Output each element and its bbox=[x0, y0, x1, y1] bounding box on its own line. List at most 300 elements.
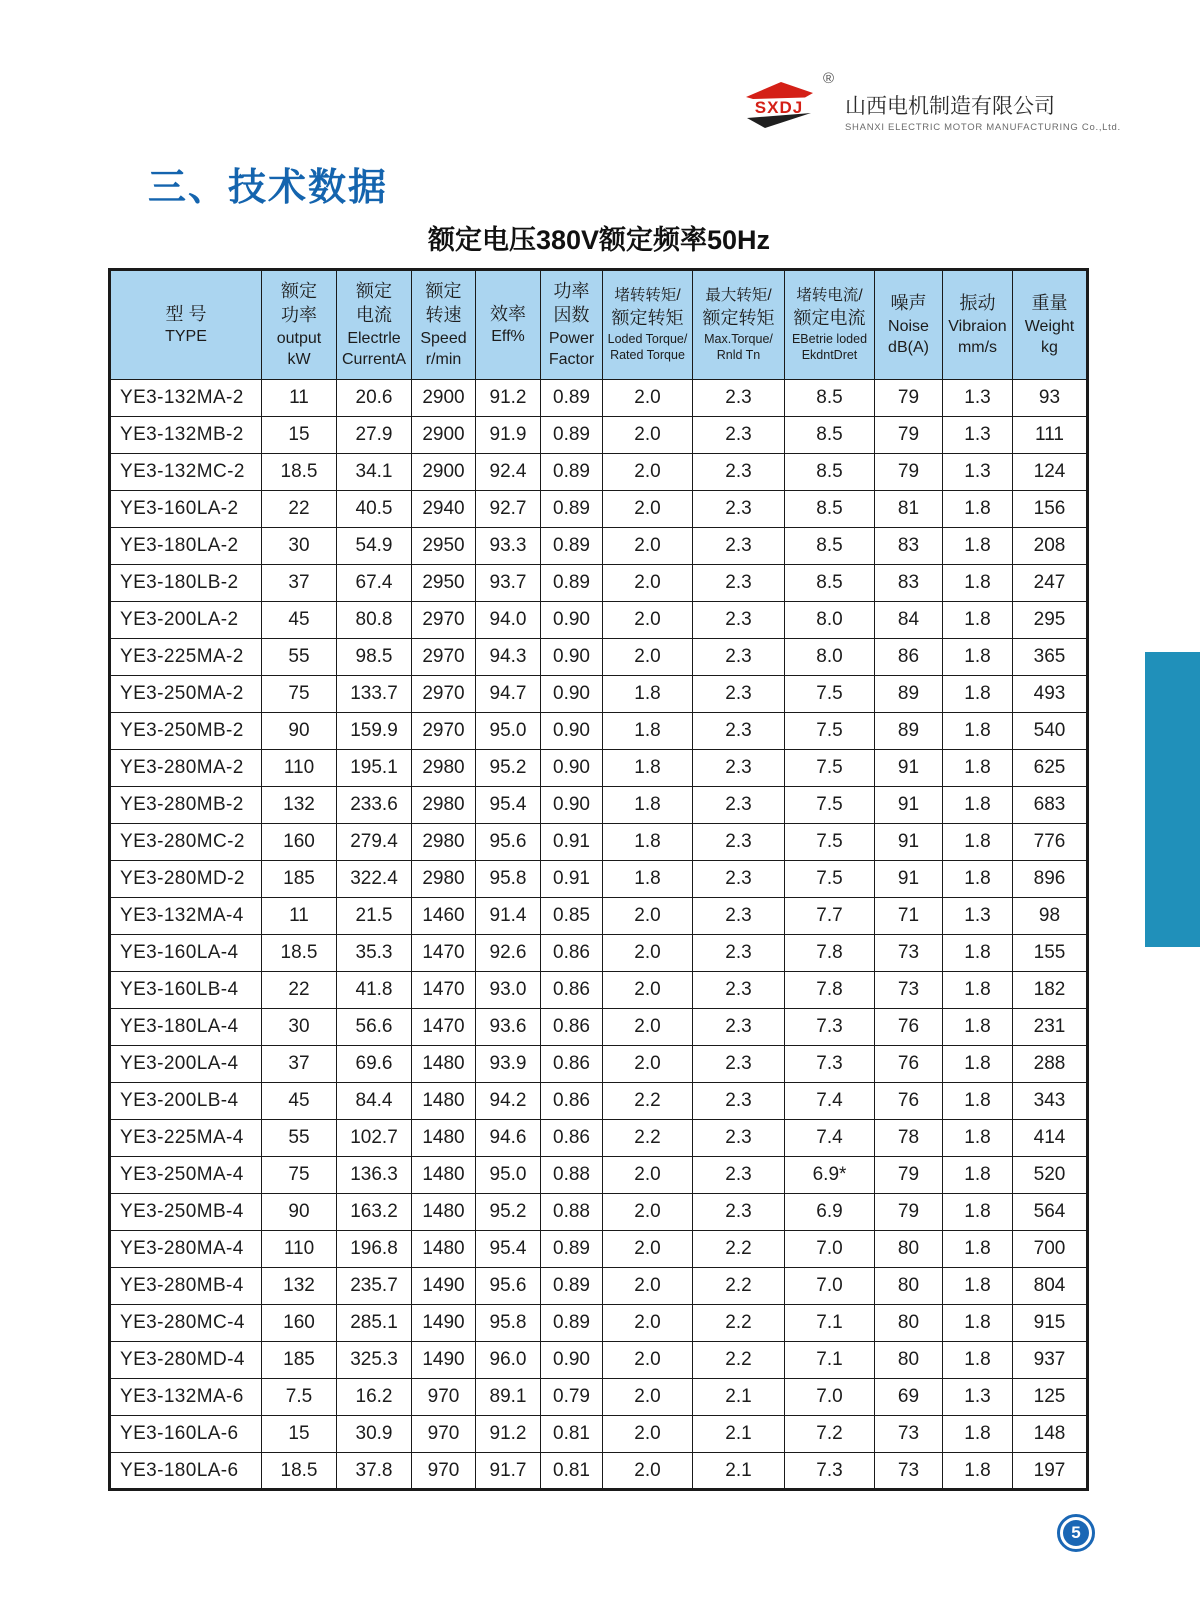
cell-rated-current: 41.8 bbox=[337, 972, 412, 1009]
section-title: 三、技术数据 bbox=[148, 167, 389, 209]
cell-locked-current: 8.5 bbox=[785, 380, 875, 417]
cell-power-factor: 0.85 bbox=[541, 898, 603, 935]
cell-rated-power: 18.5 bbox=[262, 935, 337, 972]
cell-efficiency: 94.3 bbox=[476, 639, 541, 676]
column-header-locked-current bbox=[785, 270, 875, 380]
cell-power-factor: 0.90 bbox=[541, 639, 603, 676]
cell-rated-power: 7.5 bbox=[262, 1379, 337, 1416]
cell-noise: 79 bbox=[875, 454, 943, 491]
cell-efficiency: 95.6 bbox=[476, 824, 541, 861]
cell-rated-speed: 1460 bbox=[412, 898, 476, 935]
cell-max-torque: 2.3 bbox=[693, 565, 785, 602]
cell-type: YE3-180LA-2 bbox=[110, 528, 262, 565]
cell-locked-torque: 2.0 bbox=[603, 898, 693, 935]
cell-power-factor: 0.89 bbox=[541, 528, 603, 565]
cell-noise: 73 bbox=[875, 1416, 943, 1453]
cell-max-torque: 2.3 bbox=[693, 528, 785, 565]
cell-efficiency: 94.7 bbox=[476, 676, 541, 713]
cell-rated-speed: 1480 bbox=[412, 1083, 476, 1120]
column-header-line: 重量 bbox=[1031, 293, 1068, 314]
cell-max-torque: 2.3 bbox=[693, 380, 785, 417]
cell-locked-torque: 2.0 bbox=[603, 602, 693, 639]
cell-vibration: 1.8 bbox=[943, 1342, 1013, 1379]
cell-rated-current: 84.4 bbox=[337, 1083, 412, 1120]
cell-locked-torque: 1.8 bbox=[603, 713, 693, 750]
cell-weight: 520 bbox=[1013, 1157, 1088, 1194]
cell-rated-current: 196.8 bbox=[337, 1231, 412, 1268]
column-header-line: r/min bbox=[425, 350, 462, 368]
cell-max-torque: 2.3 bbox=[693, 454, 785, 491]
cell-rated-power: 30 bbox=[262, 528, 337, 565]
column-header-line: 堵转电流/ bbox=[796, 287, 863, 305]
cell-efficiency: 93.7 bbox=[476, 565, 541, 602]
cell-locked-torque: 2.0 bbox=[603, 528, 693, 565]
cell-rated-current: 56.6 bbox=[337, 1009, 412, 1046]
column-header-line: 额定转矩 bbox=[702, 307, 775, 328]
cell-locked-torque: 2.0 bbox=[603, 380, 693, 417]
cell-locked-current: 8.5 bbox=[785, 565, 875, 602]
cell-noise: 81 bbox=[875, 491, 943, 528]
cell-max-torque: 2.2 bbox=[693, 1268, 785, 1305]
cell-rated-speed: 1490 bbox=[412, 1342, 476, 1379]
cell-rated-current: 159.9 bbox=[337, 713, 412, 750]
cell-rated-current: 136.3 bbox=[337, 1157, 412, 1194]
cell-rated-current: 133.7 bbox=[337, 676, 412, 713]
cell-rated-current: 40.5 bbox=[337, 491, 412, 528]
cell-type: YE3-132MA-6 bbox=[110, 1379, 262, 1416]
cell-locked-current: 7.5 bbox=[785, 861, 875, 898]
cell-weight: 365 bbox=[1013, 639, 1088, 676]
cell-type: YE3-280MB-2 bbox=[110, 787, 262, 824]
cell-rated-power: 37 bbox=[262, 1046, 337, 1083]
cell-efficiency: 91.2 bbox=[476, 380, 541, 417]
cell-rated-current: 279.4 bbox=[337, 824, 412, 861]
column-header-line: output bbox=[276, 329, 322, 347]
cell-vibration: 1.8 bbox=[943, 861, 1013, 898]
table-row bbox=[110, 1009, 1088, 1046]
cell-noise: 80 bbox=[875, 1342, 943, 1379]
cell-type: YE3-132MA-4 bbox=[110, 898, 262, 935]
table-row bbox=[110, 1231, 1088, 1268]
column-header-line: Factor bbox=[548, 350, 595, 368]
cell-weight: 125 bbox=[1013, 1379, 1088, 1416]
cell-rated-speed: 2900 bbox=[412, 380, 476, 417]
cell-type: YE3-132MC-2 bbox=[110, 454, 262, 491]
cell-locked-current: 8.5 bbox=[785, 528, 875, 565]
cell-locked-torque: 1.8 bbox=[603, 750, 693, 787]
cell-vibration: 1.3 bbox=[943, 417, 1013, 454]
column-header-line: Eff% bbox=[491, 328, 525, 346]
column-header-line: 功率 bbox=[281, 304, 317, 325]
cell-locked-current: 7.4 bbox=[785, 1083, 875, 1120]
cell-efficiency: 95.4 bbox=[476, 1231, 541, 1268]
cell-type: YE3-280MA-4 bbox=[110, 1231, 262, 1268]
cell-efficiency: 95.8 bbox=[476, 1305, 541, 1342]
cell-rated-speed: 1480 bbox=[412, 1231, 476, 1268]
cell-rated-power: 55 bbox=[262, 1120, 337, 1157]
cell-locked-torque: 2.0 bbox=[603, 639, 693, 676]
cell-efficiency: 93.9 bbox=[476, 1046, 541, 1083]
cell-rated-current: 20.6 bbox=[337, 380, 412, 417]
cell-type: YE3-250MB-2 bbox=[110, 713, 262, 750]
table-row bbox=[110, 1157, 1088, 1194]
company-name-en: SHANXI ELECTRIC MOTOR MANUFACTURING Co.,Ltd. bbox=[845, 122, 1121, 133]
table-row bbox=[110, 676, 1088, 713]
cell-locked-torque: 2.0 bbox=[603, 454, 693, 491]
cell-noise: 79 bbox=[875, 1157, 943, 1194]
cell-noise: 76 bbox=[875, 1083, 943, 1120]
cell-rated-current: 102.7 bbox=[337, 1120, 412, 1157]
column-header-line: 最大转矩/ bbox=[705, 287, 772, 305]
cell-power-factor: 0.86 bbox=[541, 1083, 603, 1120]
cell-locked-current: 7.5 bbox=[785, 787, 875, 824]
cell-vibration: 1.8 bbox=[943, 1009, 1013, 1046]
cell-locked-torque: 2.0 bbox=[603, 1379, 693, 1416]
column-header-line: kg bbox=[1041, 338, 1058, 356]
cell-vibration: 1.3 bbox=[943, 380, 1013, 417]
cell-power-factor: 0.81 bbox=[541, 1453, 603, 1490]
column-header-line: TYPE bbox=[165, 328, 207, 346]
cell-max-torque: 2.3 bbox=[693, 491, 785, 528]
cell-rated-current: 163.2 bbox=[337, 1194, 412, 1231]
cell-vibration: 1.8 bbox=[943, 676, 1013, 713]
cell-rated-power: 15 bbox=[262, 1416, 337, 1453]
cell-efficiency: 96.0 bbox=[476, 1342, 541, 1379]
cell-rated-power: 110 bbox=[262, 750, 337, 787]
column-header-line: 功率 bbox=[553, 281, 590, 302]
sxdj-logo-icon bbox=[745, 80, 815, 130]
column-header-line: 电流 bbox=[356, 304, 392, 325]
cell-rated-power: 22 bbox=[262, 491, 337, 528]
cell-rated-power: 37 bbox=[262, 565, 337, 602]
cell-rated-speed: 1480 bbox=[412, 1157, 476, 1194]
cell-weight: 197 bbox=[1013, 1453, 1088, 1490]
cell-power-factor: 0.89 bbox=[541, 565, 603, 602]
cell-max-torque: 2.1 bbox=[693, 1379, 785, 1416]
cell-weight: 414 bbox=[1013, 1120, 1088, 1157]
table-row bbox=[110, 824, 1088, 861]
cell-efficiency: 95.4 bbox=[476, 787, 541, 824]
cell-power-factor: 0.86 bbox=[541, 1046, 603, 1083]
cell-weight: 896 bbox=[1013, 861, 1088, 898]
cell-power-factor: 0.89 bbox=[541, 1231, 603, 1268]
cell-max-torque: 2.2 bbox=[693, 1305, 785, 1342]
cell-rated-power: 45 bbox=[262, 602, 337, 639]
table-row bbox=[110, 1342, 1088, 1379]
column-header-line: 额定电流 bbox=[793, 307, 866, 328]
table-row bbox=[110, 935, 1088, 972]
cell-efficiency: 95.2 bbox=[476, 750, 541, 787]
cell-noise: 80 bbox=[875, 1231, 943, 1268]
cell-noise: 91 bbox=[875, 824, 943, 861]
cell-rated-power: 18.5 bbox=[262, 454, 337, 491]
cell-power-factor: 0.89 bbox=[541, 380, 603, 417]
cell-rated-power: 132 bbox=[262, 1268, 337, 1305]
column-header-line: CurrentA bbox=[341, 350, 407, 368]
cell-type: YE3-280MC-4 bbox=[110, 1305, 262, 1342]
cell-noise: 76 bbox=[875, 1009, 943, 1046]
cell-power-factor: 0.90 bbox=[541, 602, 603, 639]
cell-locked-torque: 2.0 bbox=[603, 1046, 693, 1083]
cell-power-factor: 0.90 bbox=[541, 750, 603, 787]
column-header-line: 振动 bbox=[959, 293, 996, 314]
cell-locked-current: 7.5 bbox=[785, 750, 875, 787]
cell-noise: 89 bbox=[875, 713, 943, 750]
cell-locked-current: 6.9 bbox=[785, 1194, 875, 1231]
technical-data-table bbox=[108, 268, 1089, 1491]
cell-vibration: 1.8 bbox=[943, 787, 1013, 824]
cell-locked-current: 8.5 bbox=[785, 491, 875, 528]
cell-locked-current: 7.1 bbox=[785, 1342, 875, 1379]
column-header-power-factor bbox=[541, 270, 603, 380]
cell-vibration: 1.8 bbox=[943, 1231, 1013, 1268]
cell-weight: 295 bbox=[1013, 602, 1088, 639]
cell-max-torque: 2.3 bbox=[693, 676, 785, 713]
cell-rated-current: 322.4 bbox=[337, 861, 412, 898]
cell-weight: 98 bbox=[1013, 898, 1088, 935]
column-header-line: Weight bbox=[1024, 317, 1075, 335]
cell-efficiency: 89.1 bbox=[476, 1379, 541, 1416]
column-header-rated-power bbox=[262, 270, 337, 380]
cell-type: YE3-180LA-6 bbox=[110, 1453, 262, 1490]
cell-vibration: 1.8 bbox=[943, 1157, 1013, 1194]
cell-type: YE3-200LA-2 bbox=[110, 602, 262, 639]
column-header-rated-speed bbox=[412, 270, 476, 380]
cell-locked-current: 7.3 bbox=[785, 1009, 875, 1046]
cell-type: YE3-132MA-2 bbox=[110, 380, 262, 417]
cell-locked-current: 7.1 bbox=[785, 1305, 875, 1342]
cell-vibration: 1.8 bbox=[943, 1453, 1013, 1490]
cell-efficiency: 91.9 bbox=[476, 417, 541, 454]
cell-max-torque: 2.3 bbox=[693, 824, 785, 861]
cell-power-factor: 0.89 bbox=[541, 454, 603, 491]
table-row bbox=[110, 1268, 1088, 1305]
cell-rated-speed: 2950 bbox=[412, 565, 476, 602]
cell-locked-torque: 2.0 bbox=[603, 491, 693, 528]
column-header-line: 噪声 bbox=[890, 293, 927, 314]
cell-rated-speed: 970 bbox=[412, 1379, 476, 1416]
cell-power-factor: 0.90 bbox=[541, 1342, 603, 1379]
cell-weight: 288 bbox=[1013, 1046, 1088, 1083]
cell-noise: 71 bbox=[875, 898, 943, 935]
cell-noise: 80 bbox=[875, 1305, 943, 1342]
cell-rated-current: 98.5 bbox=[337, 639, 412, 676]
cell-vibration: 1.8 bbox=[943, 602, 1013, 639]
cell-rated-power: 185 bbox=[262, 861, 337, 898]
cell-rated-current: 80.8 bbox=[337, 602, 412, 639]
cell-efficiency: 93.6 bbox=[476, 1009, 541, 1046]
cell-locked-current: 7.0 bbox=[785, 1268, 875, 1305]
column-header-line: Noise bbox=[888, 317, 929, 335]
cell-power-factor: 0.86 bbox=[541, 1120, 603, 1157]
table-row bbox=[110, 602, 1088, 639]
cell-type: YE3-250MB-4 bbox=[110, 1194, 262, 1231]
table-row bbox=[110, 565, 1088, 602]
cell-locked-current: 8.5 bbox=[785, 417, 875, 454]
cell-locked-torque: 2.2 bbox=[603, 1120, 693, 1157]
cell-noise: 83 bbox=[875, 565, 943, 602]
cell-power-factor: 0.89 bbox=[541, 491, 603, 528]
cell-noise: 69 bbox=[875, 1379, 943, 1416]
column-header-line: Power bbox=[548, 329, 595, 347]
page-number-badge bbox=[1057, 1514, 1095, 1552]
cell-vibration: 1.8 bbox=[943, 1305, 1013, 1342]
cell-rated-current: 195.1 bbox=[337, 750, 412, 787]
cell-max-torque: 2.3 bbox=[693, 417, 785, 454]
cell-vibration: 1.8 bbox=[943, 491, 1013, 528]
cell-vibration: 1.8 bbox=[943, 824, 1013, 861]
cell-weight: 247 bbox=[1013, 565, 1088, 602]
cell-locked-current: 7.3 bbox=[785, 1453, 875, 1490]
cell-power-factor: 0.91 bbox=[541, 861, 603, 898]
cell-type: YE3-250MA-2 bbox=[110, 676, 262, 713]
cell-locked-torque: 2.2 bbox=[603, 1083, 693, 1120]
cell-type: YE3-180LB-2 bbox=[110, 565, 262, 602]
cell-rated-current: 235.7 bbox=[337, 1268, 412, 1305]
cell-power-factor: 0.86 bbox=[541, 972, 603, 1009]
cell-power-factor: 0.86 bbox=[541, 1009, 603, 1046]
table-row bbox=[110, 1194, 1088, 1231]
cell-locked-torque: 2.0 bbox=[603, 972, 693, 1009]
cell-locked-torque: 2.0 bbox=[603, 1268, 693, 1305]
column-header-line: Electrle bbox=[347, 329, 401, 347]
column-header-vibration bbox=[943, 270, 1013, 380]
cell-rated-power: 75 bbox=[262, 1157, 337, 1194]
cell-rated-speed: 2970 bbox=[412, 676, 476, 713]
cell-rated-speed: 2980 bbox=[412, 787, 476, 824]
cell-rated-speed: 2970 bbox=[412, 639, 476, 676]
cell-efficiency: 95.2 bbox=[476, 1194, 541, 1231]
cell-locked-current: 6.9* bbox=[785, 1157, 875, 1194]
cell-power-factor: 0.90 bbox=[541, 787, 603, 824]
cell-power-factor: 0.79 bbox=[541, 1379, 603, 1416]
cell-power-factor: 0.86 bbox=[541, 935, 603, 972]
cell-locked-current: 7.0 bbox=[785, 1231, 875, 1268]
cell-rated-speed: 2950 bbox=[412, 528, 476, 565]
cell-rated-current: 21.5 bbox=[337, 898, 412, 935]
cell-locked-torque: 2.0 bbox=[603, 1342, 693, 1379]
cell-rated-power: 160 bbox=[262, 824, 337, 861]
cell-efficiency: 95.6 bbox=[476, 1268, 541, 1305]
cell-rated-power: 75 bbox=[262, 676, 337, 713]
table-row bbox=[110, 1120, 1088, 1157]
cell-vibration: 1.8 bbox=[943, 713, 1013, 750]
table-row bbox=[110, 750, 1088, 787]
cell-weight: 937 bbox=[1013, 1342, 1088, 1379]
cell-type: YE3-225MA-4 bbox=[110, 1120, 262, 1157]
table-row bbox=[110, 491, 1088, 528]
cell-weight: 700 bbox=[1013, 1231, 1088, 1268]
cell-max-torque: 2.3 bbox=[693, 861, 785, 898]
table-row bbox=[110, 639, 1088, 676]
cell-rated-current: 285.1 bbox=[337, 1305, 412, 1342]
cell-rated-power: 11 bbox=[262, 380, 337, 417]
cell-noise: 73 bbox=[875, 972, 943, 1009]
column-header-line: 额定 bbox=[356, 281, 392, 302]
cell-max-torque: 2.3 bbox=[693, 935, 785, 972]
cell-efficiency: 94.2 bbox=[476, 1083, 541, 1120]
cell-type: YE3-280MD-2 bbox=[110, 861, 262, 898]
cell-rated-power: 15 bbox=[262, 417, 337, 454]
cell-efficiency: 94.0 bbox=[476, 602, 541, 639]
header-row bbox=[110, 270, 1088, 380]
cell-max-torque: 2.3 bbox=[693, 1194, 785, 1231]
page-edge-tab bbox=[1145, 652, 1200, 947]
cell-vibration: 1.8 bbox=[943, 1194, 1013, 1231]
cell-rated-current: 54.9 bbox=[337, 528, 412, 565]
cell-rated-speed: 2900 bbox=[412, 454, 476, 491]
cell-vibration: 1.8 bbox=[943, 1120, 1013, 1157]
cell-noise: 86 bbox=[875, 639, 943, 676]
cell-locked-torque: 2.0 bbox=[603, 565, 693, 602]
table-row bbox=[110, 1305, 1088, 1342]
cell-rated-speed: 2940 bbox=[412, 491, 476, 528]
cell-weight: 155 bbox=[1013, 935, 1088, 972]
cell-max-torque: 2.3 bbox=[693, 1083, 785, 1120]
column-header-line: Speed bbox=[420, 329, 467, 347]
cell-rated-power: 45 bbox=[262, 1083, 337, 1120]
cell-max-torque: 2.2 bbox=[693, 1342, 785, 1379]
column-header-line: 额定 bbox=[281, 281, 317, 302]
cell-noise: 79 bbox=[875, 1194, 943, 1231]
cell-noise: 84 bbox=[875, 602, 943, 639]
cell-rated-current: 16.2 bbox=[337, 1379, 412, 1416]
cell-locked-torque: 2.0 bbox=[603, 417, 693, 454]
cell-power-factor: 0.90 bbox=[541, 676, 603, 713]
column-header-rated-current bbox=[337, 270, 412, 380]
cell-vibration: 1.3 bbox=[943, 1379, 1013, 1416]
cell-rated-power: 90 bbox=[262, 713, 337, 750]
cell-noise: 78 bbox=[875, 1120, 943, 1157]
cell-rated-current: 69.6 bbox=[337, 1046, 412, 1083]
column-header-weight bbox=[1013, 270, 1088, 380]
logo-roof-shape bbox=[746, 82, 813, 99]
cell-vibration: 1.3 bbox=[943, 454, 1013, 491]
cell-rated-speed: 970 bbox=[412, 1416, 476, 1453]
table-row bbox=[110, 380, 1088, 417]
column-header-line: dB(A) bbox=[888, 338, 929, 356]
cell-rated-power: 30 bbox=[262, 1009, 337, 1046]
cell-rated-speed: 2980 bbox=[412, 750, 476, 787]
cell-vibration: 1.8 bbox=[943, 1083, 1013, 1120]
cell-locked-torque: 2.0 bbox=[603, 1009, 693, 1046]
cell-rated-speed: 2980 bbox=[412, 824, 476, 861]
cell-efficiency: 95.0 bbox=[476, 713, 541, 750]
cell-max-torque: 2.3 bbox=[693, 1120, 785, 1157]
cell-vibration: 1.8 bbox=[943, 565, 1013, 602]
column-header-line: Rnld Tn bbox=[716, 348, 761, 363]
cell-type: YE3-180LA-4 bbox=[110, 1009, 262, 1046]
cell-efficiency: 92.6 bbox=[476, 935, 541, 972]
cell-max-torque: 2.1 bbox=[693, 1416, 785, 1453]
cell-efficiency: 95.8 bbox=[476, 861, 541, 898]
column-header-line: mm/s bbox=[957, 338, 998, 356]
cell-locked-current: 7.8 bbox=[785, 935, 875, 972]
cell-rated-power: 11 bbox=[262, 898, 337, 935]
column-header-line: 堵转转矩/ bbox=[614, 287, 681, 305]
cell-weight: 111 bbox=[1013, 417, 1088, 454]
cell-rated-speed: 1470 bbox=[412, 935, 476, 972]
cell-weight: 156 bbox=[1013, 491, 1088, 528]
cell-power-factor: 0.88 bbox=[541, 1194, 603, 1231]
cell-efficiency: 92.4 bbox=[476, 454, 541, 491]
cell-noise: 91 bbox=[875, 750, 943, 787]
table-row bbox=[110, 454, 1088, 491]
cell-type: YE3-160LA-4 bbox=[110, 935, 262, 972]
cell-max-torque: 2.3 bbox=[693, 1046, 785, 1083]
cell-locked-torque: 2.0 bbox=[603, 1157, 693, 1194]
column-header-line: 额定转矩 bbox=[611, 307, 684, 328]
